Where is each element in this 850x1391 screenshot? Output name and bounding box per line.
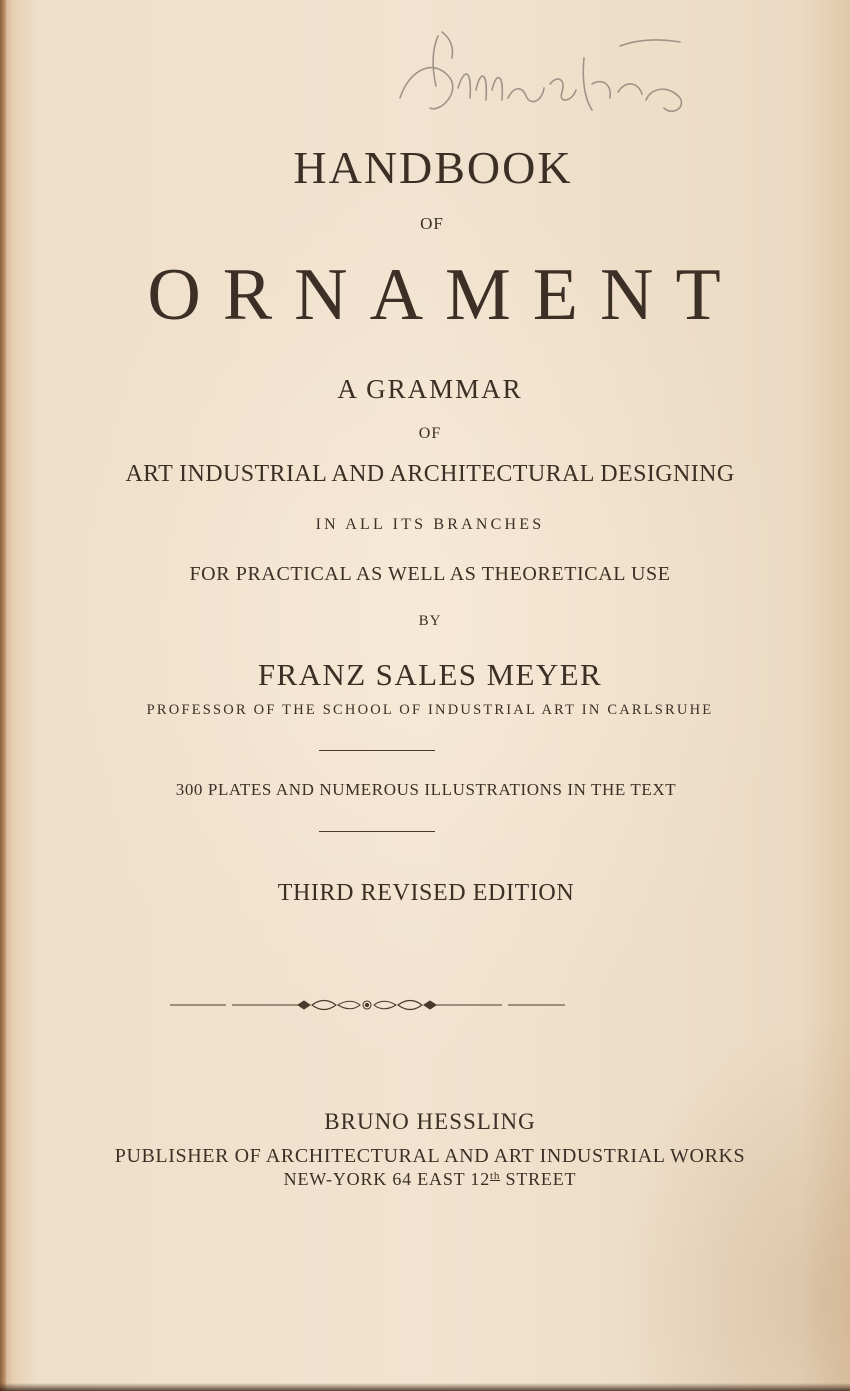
subtitle-use: FOR PRACTICAL AS WELL AS THEORETICAL USE [189, 563, 671, 585]
address-suffix: STREET [500, 1169, 577, 1189]
plates-note: 300 PLATES AND NUMEROUS ILLUSTRATIONS IN THE TEXT [175, 780, 677, 799]
divider-rule [319, 831, 435, 832]
connector-of-1: OF [420, 214, 444, 233]
author-title: PROFESSOR OF THE SCHOOL OF INDUSTRIAL ART IN CARLSRUHE [146, 702, 714, 718]
edition-statement: THIRD REVISED EDITION [277, 880, 575, 906]
author-name: FRANZ SALES MEYER [257, 657, 603, 692]
handwritten-signature-icon [380, 28, 700, 138]
subtitle-a-grammar: A GRAMMAR [337, 374, 523, 404]
address-superscript: th [490, 1170, 501, 1182]
title-line-handbook: HANDBOOK [293, 142, 573, 193]
publisher-address [0, 1170, 850, 1188]
connector-of-2: OF [418, 425, 442, 442]
publisher-name: BRUNO HESSLING [324, 1109, 536, 1134]
publisher-description: PUBLISHER OF ARCHITECTURAL AND ART INDUSTRIAL WORKS [114, 1145, 746, 1167]
title-line-ornament: ORNAMENT [147, 254, 743, 336]
divider-rule [319, 750, 435, 751]
ornament-divider-icon [170, 995, 565, 1015]
byline-by: BY [418, 613, 442, 629]
subtitle-branches: IN ALL ITS BRANCHES [315, 516, 545, 533]
subtitle-designing: ART INDUSTRIAL AND ARCHITECTURAL DESIGNING [125, 461, 735, 487]
address-prefix: NEW-YORK 64 EAST 12 [283, 1169, 491, 1189]
